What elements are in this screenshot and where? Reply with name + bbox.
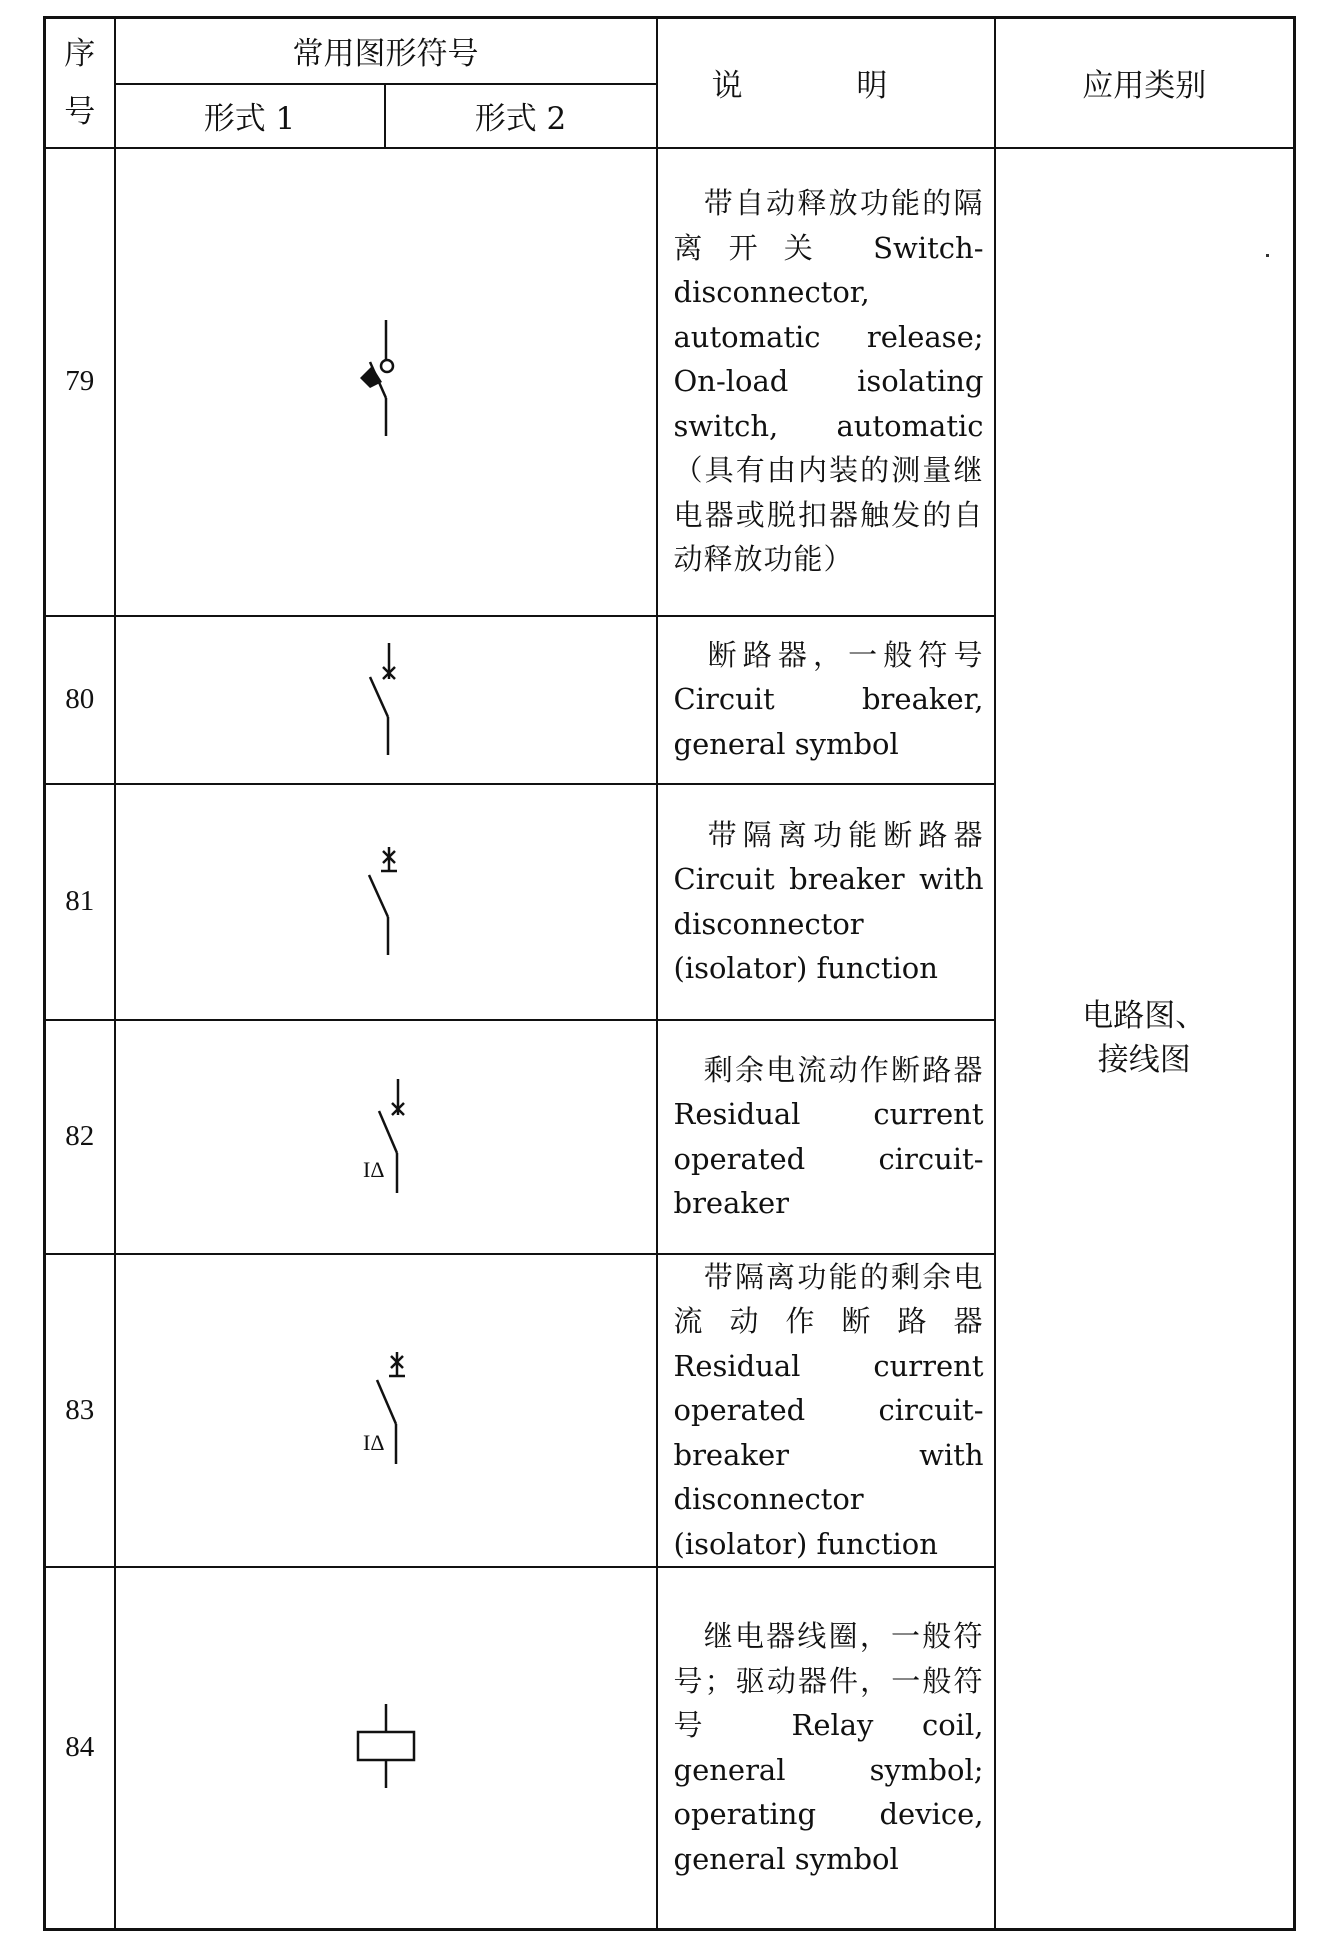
symbols-group-header: 常用图形符号 [115,18,657,84]
category-line1: 电路图、 [1082,998,1207,1034]
row-description [657,616,995,784]
desc-zh: 继电器线圈，一般符号；驱动器件，一般符号 [673,1619,984,1743]
seq-header-bottom: 号 [64,93,96,130]
row-symbol [115,1020,657,1254]
form1-header: 形式 1 [115,84,385,148]
row-seq: 80 [45,616,115,784]
category-cell [995,148,1295,1930]
description-header: 说 明 [657,18,995,148]
row-seq: 83 [45,1254,115,1568]
residual-current-label: IΔ [362,1156,384,1182]
desc-en: Switch-disconnector, automatic release; On-load isolating switch, automatic [673,230,984,443]
row-seq: 84 [45,1567,115,1929]
row-description [657,1567,995,1929]
desc-en: Relay coil, general symbol; operating device, general symbol [673,1708,984,1876]
residual-current-label: IΔ [362,1430,384,1456]
desc-zh: 剩余电流动作断路器 [702,1052,984,1087]
row-description [657,784,995,1020]
row-seq: 79 [45,148,115,616]
category-line2: 接线图 [1097,1042,1191,1078]
circuit-breaker-icon [326,635,446,765]
residual-current-breaker-icon [321,1067,451,1207]
desc-en: Residual current operated circuit-breaker [673,1097,984,1220]
category-header: 应用类别 [995,18,1295,148]
desc-en: Residual current operated circuit-breaker with disconnector (isolator) function [673,1348,984,1561]
stray-dot [1266,254,1269,257]
row-symbol [115,148,657,616]
form2-header: 形式 2 [385,84,657,148]
desc-zh: 带隔离功能断路器 [702,817,984,852]
circuit-breaker-isolator-icon [326,837,446,967]
row-symbol [115,784,657,1020]
residual-current-breaker-isolator-icon [321,1340,451,1480]
row-seq: 81 [45,784,115,1020]
row-description [657,1254,995,1568]
seq-header [45,18,115,148]
row-description [657,148,995,616]
seq-header-top: 序 [64,35,96,72]
desc-en: Circuit breaker, general symbol [673,682,984,761]
desc-en: Circuit breaker with disconnector (isolator) function [673,862,984,985]
desc-zh: 带隔离功能的剩余电流动作断路器 [673,1259,984,1338]
symbol-table [43,16,1296,1931]
row-symbol [115,1567,657,1929]
desc-zh: 带自动释放功能的隔离开关 [673,186,984,265]
desc-note: （具有由内装的测量继电器或脱扣器触发的自动释放功能） [673,453,984,577]
row-description [657,1020,995,1254]
row-symbol [115,616,657,784]
table-row [45,148,1295,616]
desc-zh: 断路器，一般符号 [702,637,984,672]
row-seq: 82 [45,1020,115,1254]
switch-disconnector-auto-release-icon [326,312,446,452]
relay-coil-icon [326,1688,446,1808]
row-symbol [115,1254,657,1568]
